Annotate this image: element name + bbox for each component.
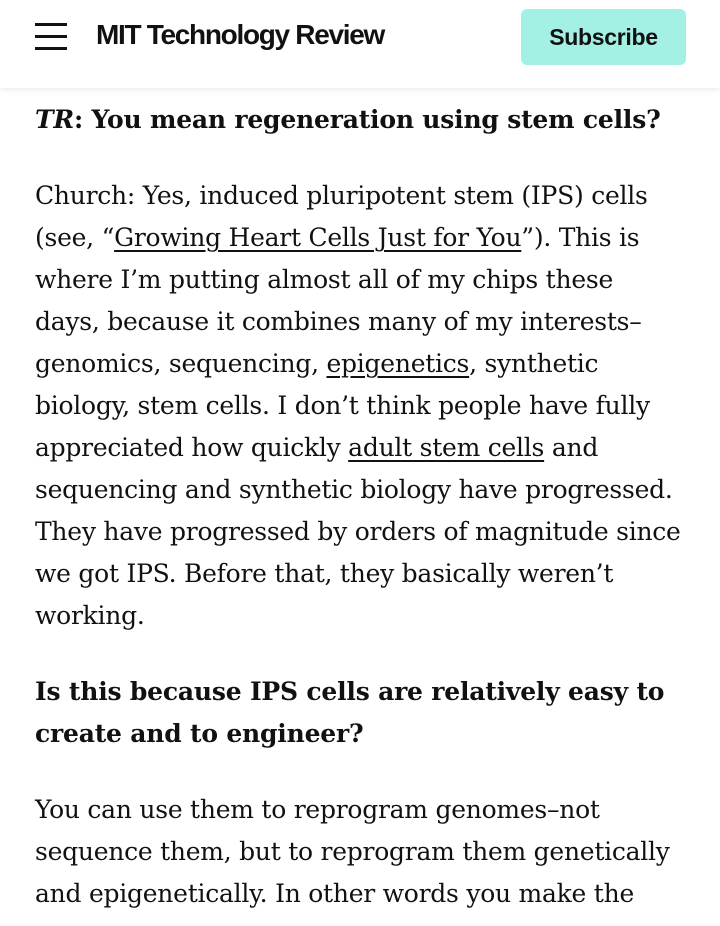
hamburger-menu-icon[interactable] xyxy=(35,23,67,51)
interview-answer: You can use them to reprogram genomes–not sequence them, but to reprogram them genetically and epigenetically. In other words you make the xyxy=(35,795,670,908)
answer-text: ”). This is where I’m putting almost all of my chips these days, because it combines many of my interests–genomics, sequencing, xyxy=(35,223,642,378)
interview-answer xyxy=(35,175,685,637)
answer-text: Church: Yes, induced pluripotent stem (IPS) cells (see, “ xyxy=(35,181,648,252)
subscribe-button[interactable]: Subscribe xyxy=(521,9,686,65)
adult-stem-cells-link[interactable]: adult stem cells xyxy=(348,433,545,462)
answer-text: , synthetic biology, stem cells. I don’t think people have fully appreciated how quickly xyxy=(35,349,650,462)
answer-text: and sequencing and synthetic biology have progressed. They have progressed by orders of magnitude since we got IPS. Before that, they basically weren’t working. xyxy=(35,433,681,630)
menu-bar-bottom xyxy=(35,47,67,50)
site-header xyxy=(0,0,720,88)
menu-bar-middle xyxy=(35,35,67,38)
interview-question: Is this because IPS cells are relatively easy to create and to engineer? xyxy=(35,677,665,748)
interviewer-label: TR xyxy=(35,105,74,134)
interview-question xyxy=(35,99,685,141)
question-text: : You mean regeneration using stem cells? xyxy=(73,105,661,134)
growing-heart-cells-link[interactable]: Growing Heart Cells Just for You xyxy=(114,223,522,252)
article-body xyxy=(35,88,685,915)
menu-bar-top xyxy=(35,23,67,26)
epigenetics-link[interactable]: epigenetics xyxy=(326,349,470,378)
site-logo[interactable]: MIT Technology Review xyxy=(96,19,385,50)
